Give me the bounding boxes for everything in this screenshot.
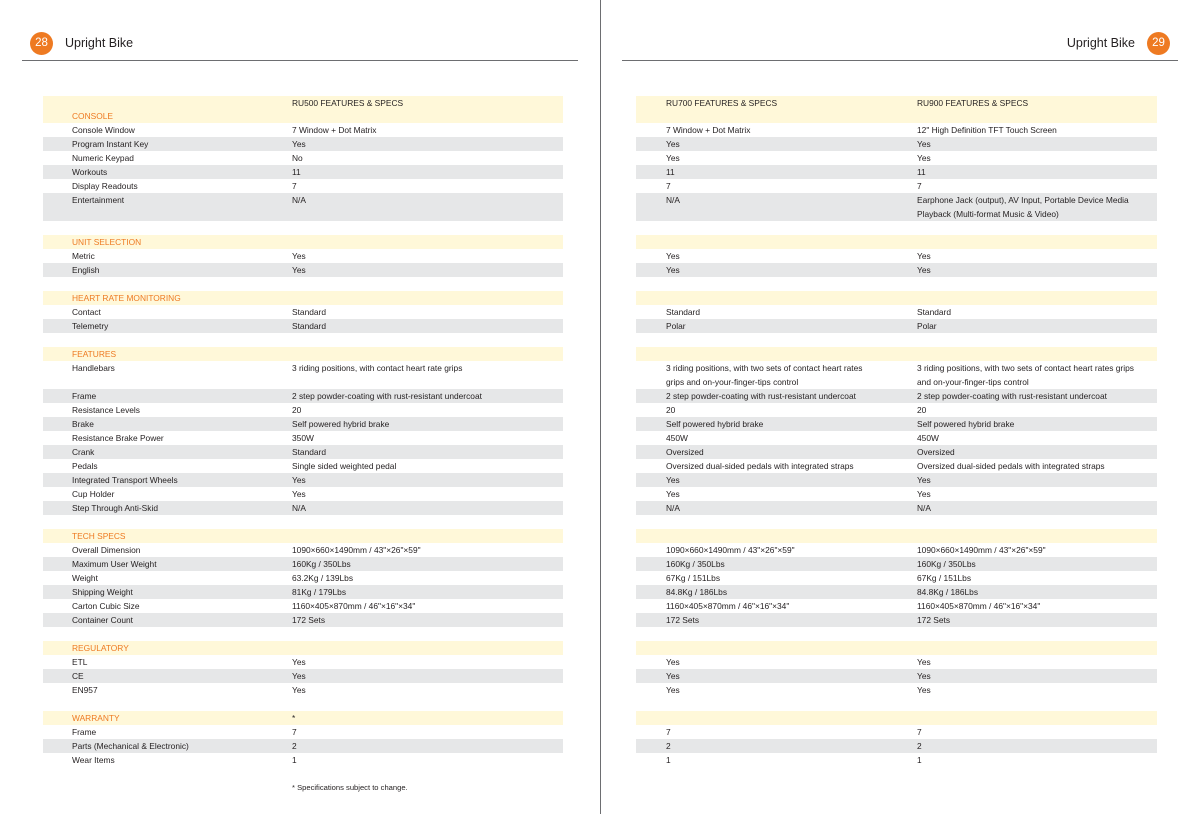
spec-row [636,585,1157,599]
spec-row [43,501,563,515]
spec-row [636,305,1157,319]
page-title: Upright Bike [1066,36,1135,50]
spec-row [636,403,1157,417]
spec-row [636,417,1157,431]
spec-value-ru900: N/A [917,503,931,513]
right-page [601,0,1200,814]
spec-row [636,151,1157,165]
spec-value-ru900: Yes [917,251,931,261]
spec-row [43,137,563,151]
spec-value-ru900: 1160×405×870mm / 46"×16"×34" [917,601,1041,611]
spec-value-ru700: Polar [666,321,686,331]
spec-row [636,753,1157,767]
section-row [636,529,1157,543]
spec-value-ru700: 450W [666,433,688,443]
spec-row [636,277,1157,291]
spec-value-ru700: 160Kg / 350Lbs [666,559,725,569]
section-row [636,641,1157,655]
spec-value-ru500: Standard [292,321,326,331]
spec-label: Numeric Keypad [72,153,134,163]
spec-row [43,473,563,487]
spec-label: Maximum User Weight [72,559,157,569]
page-number-badge: 29 [1147,32,1170,55]
spec-label: Pedals [72,461,98,471]
spec-label: Container Count [72,615,133,625]
spec-row [43,445,563,459]
section-title: HEART RATE MONITORING [72,293,181,303]
spec-row [43,697,563,711]
section-row [636,291,1157,305]
section-title: FEATURES [72,349,117,359]
spec-value-ru500: 3 riding positions, with contact heart rate grips [292,363,463,373]
spec-label: Contact [72,307,101,317]
spec-table-ru500 [43,96,563,767]
spec-label: Handlebars [72,363,115,373]
spec-value-ru500: 7 Window + Dot Matrix [292,125,377,135]
section-row [43,291,563,305]
spec-value-ru500: 1160×405×870mm / 46"×16"×34" [292,601,416,611]
spec-label: Resistance Levels [72,405,140,415]
spec-label: CE [72,671,84,681]
spec-label: EN957 [72,685,98,695]
spec-row [636,179,1157,193]
spec-label: Cup Holder [72,489,115,499]
spec-row [43,361,563,389]
spec-row [43,305,563,319]
spec-value-ru500: 1 [292,755,297,765]
spec-row [636,557,1157,571]
spec-value-ru900: 450W [917,433,939,443]
spec-row [636,613,1157,627]
spec-row [43,613,563,627]
spec-row [636,431,1157,445]
spec-row [636,697,1157,711]
spec-value-ru900: Yes [917,671,931,681]
spec-value-ru500: 350W [292,433,314,443]
spec-value-ru500: 7 [292,181,297,191]
spec-value-ru700: Oversized dual-sided pedals with integrated straps [666,461,854,471]
spec-row [43,487,563,501]
spec-value-ru900: 84.8Kg / 186Lbs [917,587,979,597]
spec-value-ru900: 3 riding positions, with two sets of contact heart rates grips and on-your-finger-tips control [917,363,1134,388]
spec-row [636,473,1157,487]
spec-value-ru500: Yes [292,265,306,275]
column-header: RU700 FEATURES & SPECS [666,98,778,108]
spec-label: Frame [72,727,97,737]
spec-value-ru500: Yes [292,475,306,485]
spec-value-ru500: Yes [292,657,306,667]
spec-row [636,123,1157,137]
spec-label: Overall Dimension [72,545,141,555]
spec-row [636,389,1157,403]
spec-value-ru900: 172 Sets [917,615,951,625]
spec-row [636,571,1157,585]
spec-value-ru700: Oversized [666,447,704,457]
spec-value-ru500: 2 step powder-coating with rust-resistant undercoat [292,391,482,401]
section-row [43,529,563,543]
spec-value-ru500: Yes [292,251,306,261]
section-title: WARRANTY [72,713,120,723]
spec-value-ru900: 7 [917,181,922,191]
spec-value-ru500: Yes [292,489,306,499]
spec-value-ru900: Yes [917,685,931,695]
spec-value-ru900: Self powered hybrid brake [917,419,1015,429]
spec-value-ru500: No [292,153,303,163]
spec-value-ru900: 11 [917,167,926,177]
spec-value-ru700: Yes [666,657,680,667]
spec-value-ru900: 7 [917,727,922,737]
spec-value-ru700: 7 [666,181,671,191]
spec-row [43,683,563,697]
spec-value-ru500: 81Kg / 179Lbs [292,587,347,597]
spec-value-ru900: 67Kg / 151Lbs [917,573,972,583]
spec-value-ru500: 172 Sets [292,615,326,625]
section-title: TECH SPECS [72,531,126,541]
spec-value-ru900: Yes [917,657,931,667]
section-row [43,347,563,361]
spec-row [43,123,563,137]
spec-label: Brake [72,419,94,429]
spec-value-ru500: Standard [292,447,326,457]
spec-value-ru700: 84.8Kg / 186Lbs [666,587,728,597]
spec-row [636,249,1157,263]
spec-row [43,669,563,683]
spec-value-ru500: * [292,713,296,723]
spec-label: English [72,265,100,275]
spec-value-ru700: 1160×405×870mm / 46"×16"×34" [666,601,790,611]
spec-value-ru700: 172 Sets [666,615,700,625]
spec-value-ru700: 1 [666,755,671,765]
spec-value-ru500: Yes [292,139,306,149]
spec-value-ru500: Standard [292,307,326,317]
section-row [636,109,1157,123]
spec-row [636,725,1157,739]
spec-row [43,725,563,739]
spec-value-ru700: Yes [666,475,680,485]
spec-row [43,627,563,641]
spec-label: Parts (Mechanical & Electronic) [72,741,189,751]
section-row [636,235,1157,249]
spec-row [43,571,563,585]
spec-value-ru900: Standard [917,307,951,317]
spec-label: Carton Cubic Size [72,601,140,611]
spec-row [636,459,1157,473]
spec-value-ru700: N/A [666,503,680,513]
spec-value-ru700: Yes [666,671,680,681]
spec-row [43,585,563,599]
section-title: REGULATORY [72,643,129,653]
spec-label: Telemetry [72,321,109,331]
spec-label: Wear Items [72,755,115,765]
spec-row [43,403,563,417]
spec-row [636,96,1157,109]
spec-value-ru900: Oversized dual-sided pedals with integrated straps [917,461,1105,471]
spec-label: Crank [72,447,95,457]
spec-row [43,543,563,557]
spec-value-ru500: Yes [292,671,306,681]
spec-value-ru500: Yes [292,685,306,695]
spec-row [636,193,1157,221]
section-title: CONSOLE [72,111,113,121]
spec-row [636,137,1157,151]
spec-value-ru700: 67Kg / 151Lbs [666,573,721,583]
section-row [636,711,1157,725]
section-title: UNIT SELECTION [72,237,142,247]
footnote: * Specifications subject to change. [292,783,408,792]
spec-value-ru700: 7 [666,727,671,737]
spec-value-ru900: Yes [917,489,931,499]
spec-row [43,557,563,571]
section-row [43,109,563,123]
right-page-header [1067,30,1170,56]
spec-row [43,333,563,347]
spec-value-ru700: Standard [666,307,700,317]
spec-value-ru700: 2 [666,741,671,751]
spec-value-ru700: Yes [666,153,680,163]
spec-row [636,683,1157,697]
spec-row [636,669,1157,683]
spec-row [636,263,1157,277]
spec-value-ru900: 12" High Definition TFT Touch Screen [917,125,1057,135]
spec-value-ru900: 2 [917,741,922,751]
spec-value-ru500: 20 [292,405,302,415]
spec-value-ru900: Yes [917,475,931,485]
spec-value-ru500: 160Kg / 350Lbs [292,559,351,569]
spec-value-ru500: 2 [292,741,297,751]
spec-row [636,627,1157,641]
spec-row [636,319,1157,333]
spec-row [43,151,563,165]
spec-value-ru700: Yes [666,251,680,261]
spec-value-ru700: Yes [666,685,680,695]
spec-row [43,179,563,193]
spec-row [43,165,563,179]
spec-value-ru500: N/A [292,503,306,513]
spec-value-ru700: 1090×660×1490mm / 43"×26"×59" [666,545,795,555]
spec-row [43,193,563,221]
spec-row [43,739,563,753]
spec-value-ru900: 1090×660×1490mm / 43"×26"×59" [917,545,1046,555]
header-divider [622,60,1178,61]
spec-value-ru900: Yes [917,139,931,149]
spec-value-ru900: Oversized [917,447,955,457]
spec-label: Step Through Anti-Skid [72,503,158,513]
column-header: RU500 FEATURES & SPECS [292,98,404,108]
spec-value-ru900: Yes [917,265,931,275]
header-divider [22,60,578,61]
spec-value-ru500: 7 [292,727,297,737]
spec-row [636,501,1157,515]
spec-value-ru500: N/A [292,195,306,205]
spec-row [43,431,563,445]
spec-value-ru700: 3 riding positions, with two sets of contact heart rates grips and on-your-finger-tips control [666,363,863,388]
spec-label: Workouts [72,167,108,177]
spec-row [636,655,1157,669]
spec-value-ru900: 2 step powder-coating with rust-resistant undercoat [917,391,1107,401]
spec-row [43,277,563,291]
left-page-header [30,30,133,56]
spec-row [636,515,1157,529]
section-row [636,347,1157,361]
spec-row [43,417,563,431]
spec-label: Entertainment [72,195,125,205]
spec-value-ru500: Single sided weighted pedal [292,461,397,471]
spec-label: Program Instant Key [72,139,149,149]
spec-table-ru700-ru900 [636,96,1157,767]
spec-row [43,263,563,277]
section-row [43,641,563,655]
spec-value-ru900: 20 [917,405,927,415]
column-header: RU900 FEATURES & SPECS [917,98,1029,108]
spec-row [636,739,1157,753]
spec-value-ru700: Yes [666,139,680,149]
spec-label: Weight [72,573,98,583]
spec-value-ru500: Self powered hybrid brake [292,419,390,429]
spec-label: Metric [72,251,95,261]
section-row [43,235,563,249]
spec-label: Resistance Brake Power [72,433,164,443]
spec-row [43,96,563,109]
spec-value-ru900: 1 [917,755,922,765]
page-number-badge: 28 [30,32,53,55]
spec-label: Shipping Weight [72,587,133,597]
spec-row [636,165,1157,179]
spec-value-ru700: Yes [666,265,680,275]
spec-value-ru900: Polar [917,321,937,331]
spec-row [636,445,1157,459]
spec-value-ru900: 160Kg / 350Lbs [917,559,976,569]
spec-row [43,221,563,235]
spec-value-ru700: 7 Window + Dot Matrix [666,125,751,135]
spec-row [636,487,1157,501]
spec-value-ru500: 63.2Kg / 139Lbs [292,573,354,583]
spec-value-ru900: Yes [917,153,931,163]
spec-value-ru500: 1090×660×1490mm / 43"×26"×59" [292,545,421,555]
section-row [43,711,563,725]
spec-label: Display Readouts [72,181,138,191]
spec-row [43,753,563,767]
spec-value-ru700: Self powered hybrid brake [666,419,764,429]
spec-value-ru700: 11 [666,167,675,177]
spec-row [43,459,563,473]
spec-label: Frame [72,391,97,401]
spec-row [636,599,1157,613]
spec-value-ru500: 11 [292,167,301,177]
spec-label: Integrated Transport Wheels [72,475,178,485]
spec-row [43,655,563,669]
spec-label: ETL [72,657,88,667]
spec-row [636,221,1157,235]
spec-row [43,599,563,613]
spec-value-ru900: Earphone Jack (output), AV Input, Portable Device Media Playback (Multi-format Music & Video) [917,195,1129,220]
spec-row [636,543,1157,557]
spec-row [43,515,563,529]
spec-row [43,249,563,263]
spec-label: Console Window [72,125,135,135]
spec-value-ru700: 20 [666,405,676,415]
spec-value-ru700: N/A [666,195,680,205]
page-title: Upright Bike [65,36,134,50]
spec-row [636,361,1157,389]
spec-row [43,389,563,403]
spec-value-ru700: Yes [666,489,680,499]
spec-row [636,333,1157,347]
spec-value-ru700: 2 step powder-coating with rust-resistant undercoat [666,391,856,401]
spec-row [43,319,563,333]
